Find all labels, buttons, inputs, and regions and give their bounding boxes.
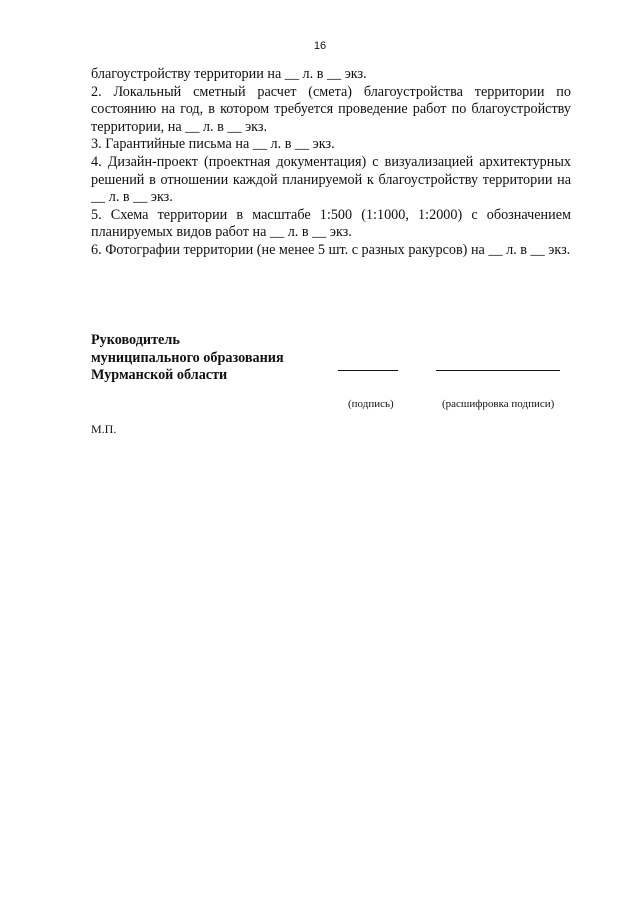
paragraph-item-2: 2. Локальный сметный расчет (смета) благоустройства территории по состоянию на год, в котором требуется проведение работ по благоустройству территории, на __ л. в __ экз. [91,83,571,135]
signature-line [338,370,398,371]
signature-decoding-caption: (расшифровка подписи) [442,398,555,410]
stamp-placeholder: М.П. [91,422,117,436]
paragraph-item-4: 4. Дизайн-проект (проектная документация) с визуализацией архитектурных решений в отношении каждой планируемой к благоустройству территории на __ л. в __ экз. [91,153,571,206]
paragraph-continuation: благоустройству территории на __ л. в __ экз. [91,66,367,82]
signature-decoding-line [436,370,560,371]
signatory-title [91,332,284,385]
signature-caption: (подпись) [348,398,394,410]
signatory-title-line-2: муниципального образования [91,349,284,366]
paragraph-item-3: 3. Гарантийные письма на __ л. в __ экз. [91,136,335,153]
paragraph-item-6: 6. Фотографии территории (не менее 5 шт. с разных ракурсов) на __ л. в __ экз. [91,241,571,258]
document-body [91,66,571,260]
signatory-title-line-3: Мурманской области [91,367,228,384]
signatory-title-line-1: Руководитель [91,332,180,348]
page-number: 16 [313,40,327,52]
paragraph-item-5: 5. Схема территории в масштабе 1:500 (1:1000, 1:2000) с обозначением планируемых видов работ на __ л. в __ экз. [91,206,571,241]
